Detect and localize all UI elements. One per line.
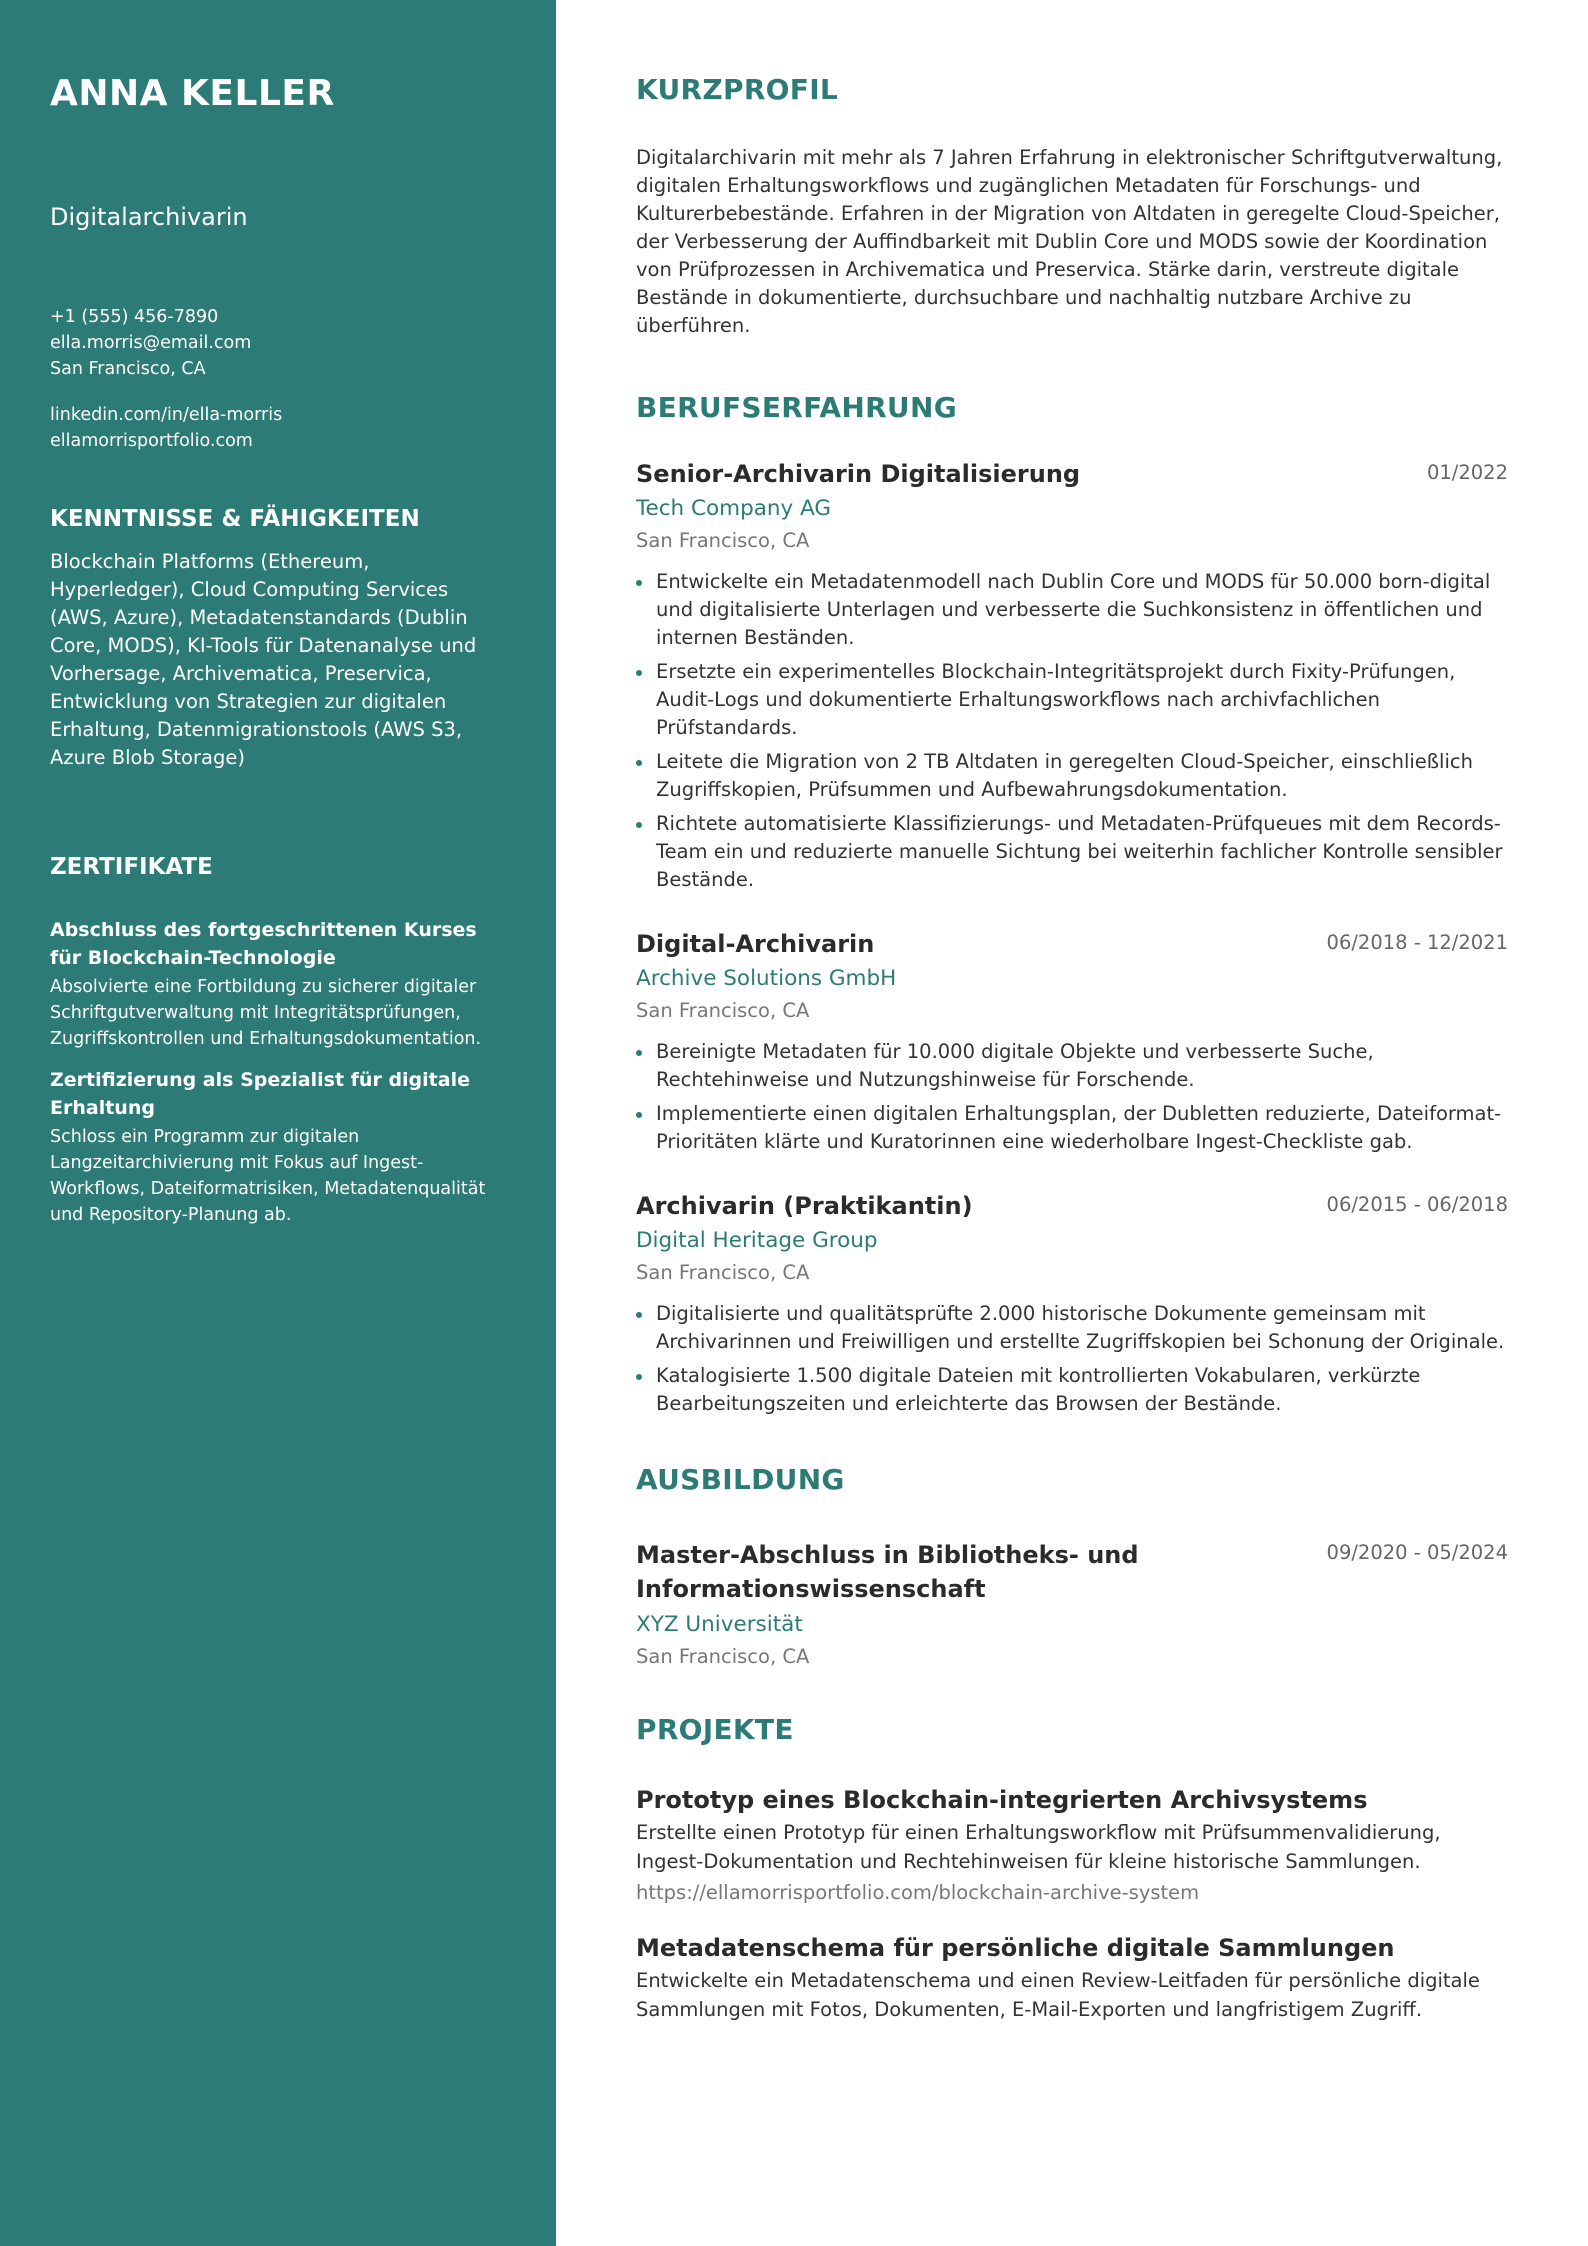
job-location: San Francisco, CA <box>636 1261 810 1284</box>
job-bullet: Richtete automatisierte Klassifizierungs- und Metadaten-Prüfqueues mit dem Records-Team ein und reduzierte manuelle Sichtung bei weiterhin fachlicher Kontrolle sensibler Bestände. <box>636 810 1508 894</box>
certificate-title: Abschluss des fortgeschrittenen Kurses für Blockchain-Technologie <box>50 919 477 969</box>
job-date: 01/2022 <box>1426 461 1508 484</box>
job-bullet: Ersetzte ein experimentelles Blockchain-Integritätsprojekt durch Fixity-Prüfungen, Audit-Logs und dokumentierte Erhaltungsworkflows nach archivfachlichen Prüfstandards. <box>636 658 1508 742</box>
job-date: 06/2015 - 06/2018 <box>1326 1193 1508 1216</box>
summary-heading: KURZPROFIL <box>636 73 839 106</box>
job-bullet: Katalogisierte 1.500 digitale Dateien mit kontrollierten Vokabularen, verkürzte Bearbeitungszeiten und erleichterte das Browsen der Bestände. <box>636 1362 1508 1418</box>
skills-heading: KENNTNISSE & FÄHIGKEITEN <box>50 506 420 532</box>
experience-list <box>636 458 1508 1418</box>
project-link[interactable]: https://ellamorrisportfolio.com/blockchain-archive-system <box>636 1881 1200 1904</box>
project-title: Prototyp eines Blockchain-integrierten Archivsystems <box>636 1786 1368 1814</box>
sidebar <box>0 0 556 2246</box>
candidate-name: ANNA KELLER <box>50 73 335 114</box>
project-entry <box>636 1932 1508 2024</box>
projects-heading: PROJEKTE <box>636 1713 794 1746</box>
contact-links <box>50 402 506 454</box>
job-bullet: Implementierte einen digitalen Erhaltungsplan, der Dubletten reduzierte, Dateiformat-Prioritäten klärte und Kuratorinnen eine wiederholbare Ingest-Checkliste gab. <box>636 1100 1508 1156</box>
certificate-item <box>50 916 506 1052</box>
job-bullets <box>636 568 1508 894</box>
project-description: Erstellte einen Prototyp für einen Erhaltungsworkflow mit Prüfsummenvalidierung, Ingest-Dokumentation und Rechtehinweisen für kleine historische Sammlungen. <box>636 1821 1441 1873</box>
school-location: San Francisco, CA <box>636 1645 810 1668</box>
job-bullet: Digitalisierte und qualitätsprüfte 2.000 historische Dokumente gemeinsam mit Archivarinnen und Freiwilligen und erstellte Zugriffskopien bei Schonung der Originale. <box>636 1300 1508 1356</box>
experience-heading: BERUFSERFAHRUNG <box>636 391 957 424</box>
job-company: Archive Solutions GmbH <box>636 966 897 991</box>
job-entry <box>636 458 1508 894</box>
education-heading: AUSBILDUNG <box>636 1463 845 1496</box>
certificate-description: Absolvierte eine Fortbildung zu sicherer digitaler Schriftgutverwaltung mit Integritätsprüfungen, Zugriffskontrollen und Erhaltungsdokumentation. <box>50 977 482 1049</box>
certificate-title: Zertifizierung als Spezialist für digitale Erhaltung <box>50 1069 470 1119</box>
main-content <box>636 72 1508 2024</box>
candidate-role: Digitalarchivarin <box>50 203 248 231</box>
job-entry <box>636 1190 1508 1418</box>
phone-number: +1 (555) 456-7890 <box>50 307 219 327</box>
linkedin-link[interactable]: linkedin.com/in/ella-morris <box>50 405 283 425</box>
job-date: 06/2018 - 12/2021 <box>1326 931 1508 954</box>
contact-block <box>50 304 506 382</box>
job-title: Archivarin (Praktikantin) <box>636 1192 973 1220</box>
project-entry <box>636 1784 1508 1908</box>
job-entry <box>636 928 1508 1156</box>
job-bullet: Leitete die Migration von 2 TB Altdaten in geregelten Cloud-Speicher, einschließlich Zugriffskopien, Prüfsummen und Aufbewahrungsdokumentation. <box>636 748 1508 804</box>
job-bullet: Entwickelte ein Metadatenmodell nach Dublin Core und MODS für 50.000 born-digital und digitalisierte Unterlagen und verbesserte die Suchkonsistenz in öffentlichen und internen Beständen. <box>636 568 1508 652</box>
education-date: 09/2020 - 05/2024 <box>1326 1541 1508 1564</box>
certificate-description: Schloss ein Programm zur digitalen Langzeitarchivierung mit Fokus auf Ingest-Workflows, Dateiformatrisiken, Metadatenqualität und Repository-Planung ab. <box>50 1127 486 1225</box>
job-bullet: Bereinigte Metadaten für 10.000 digitale Objekte und verbesserte Suche, Rechtehinweise und Nutzungshinweise für Forschende. <box>636 1038 1508 1094</box>
project-description: Entwickelte ein Metadatenschema und einen Review-Leitfaden für persönliche digitale Sammlungen mit Fotos, Dokumenten, E-Mail-Exporten und langfristigem Zugriff. <box>636 1969 1480 2021</box>
project-title: Metadatenschema für persönliche digitale Sammlungen <box>636 1934 1395 1962</box>
skills-text: Blockchain Platforms (Ethereum, Hyperledger), Cloud Computing Services (AWS, Azure), Metadatenstandards (Dublin Core, MODS), KI-Tools für Datenanalyse und Vorhersage, Archivematica, Preservica, Entwicklung von Strategien zur digitalen Erhaltung, Datenmigrationstools (AWS S3, Azure Blob Storage) <box>50 550 477 769</box>
job-company: Tech Company AG <box>636 496 832 521</box>
email-address[interactable]: ella.morris@email.com <box>50 333 252 353</box>
certificates-list <box>50 916 506 1228</box>
job-location: San Francisco, CA <box>636 529 810 552</box>
certificates-heading: ZERTIFIKATE <box>50 854 213 880</box>
job-company: Digital Heritage Group <box>636 1228 878 1253</box>
summary-text: Digitalarchivarin mit mehr als 7 Jahren Erfahrung in elektronischer Schriftgutverwaltung, digitalen Erhaltungsworkflows und zugänglichen Metadaten für Forschungs- und Kulturerbebestände. Erfahren in der Migration von Altdaten in geregelte Cloud-Speicher, der Verbesserung der Auffindbarkeit mit Dublin Core und MODS sowie der Koordination von Prüfprozessen in Archivematica und Preservica. Stärke darin, verstreute digitale Bestände in dokumentierte, durchsuchbare und nachhaltig nutzbare Archive zu überführen. <box>636 146 1503 337</box>
degree-title: Master-Abschluss in Bibliotheks- und Informationswissenschaft <box>636 1541 1139 1603</box>
job-location: San Francisco, CA <box>636 999 810 1022</box>
job-title: Senior-Archivarin Digitalisierung <box>636 460 1081 488</box>
job-bullets <box>636 1300 1508 1418</box>
job-title: Digital-Archivarin <box>636 930 875 958</box>
education-entry <box>636 1538 1508 1672</box>
location: San Francisco, CA <box>50 359 206 379</box>
certificate-item <box>50 1066 506 1228</box>
job-bullets <box>636 1038 1508 1156</box>
portfolio-link[interactable]: ellamorrisportfolio.com <box>50 431 253 451</box>
school-name: XYZ Universität <box>636 1612 803 1637</box>
